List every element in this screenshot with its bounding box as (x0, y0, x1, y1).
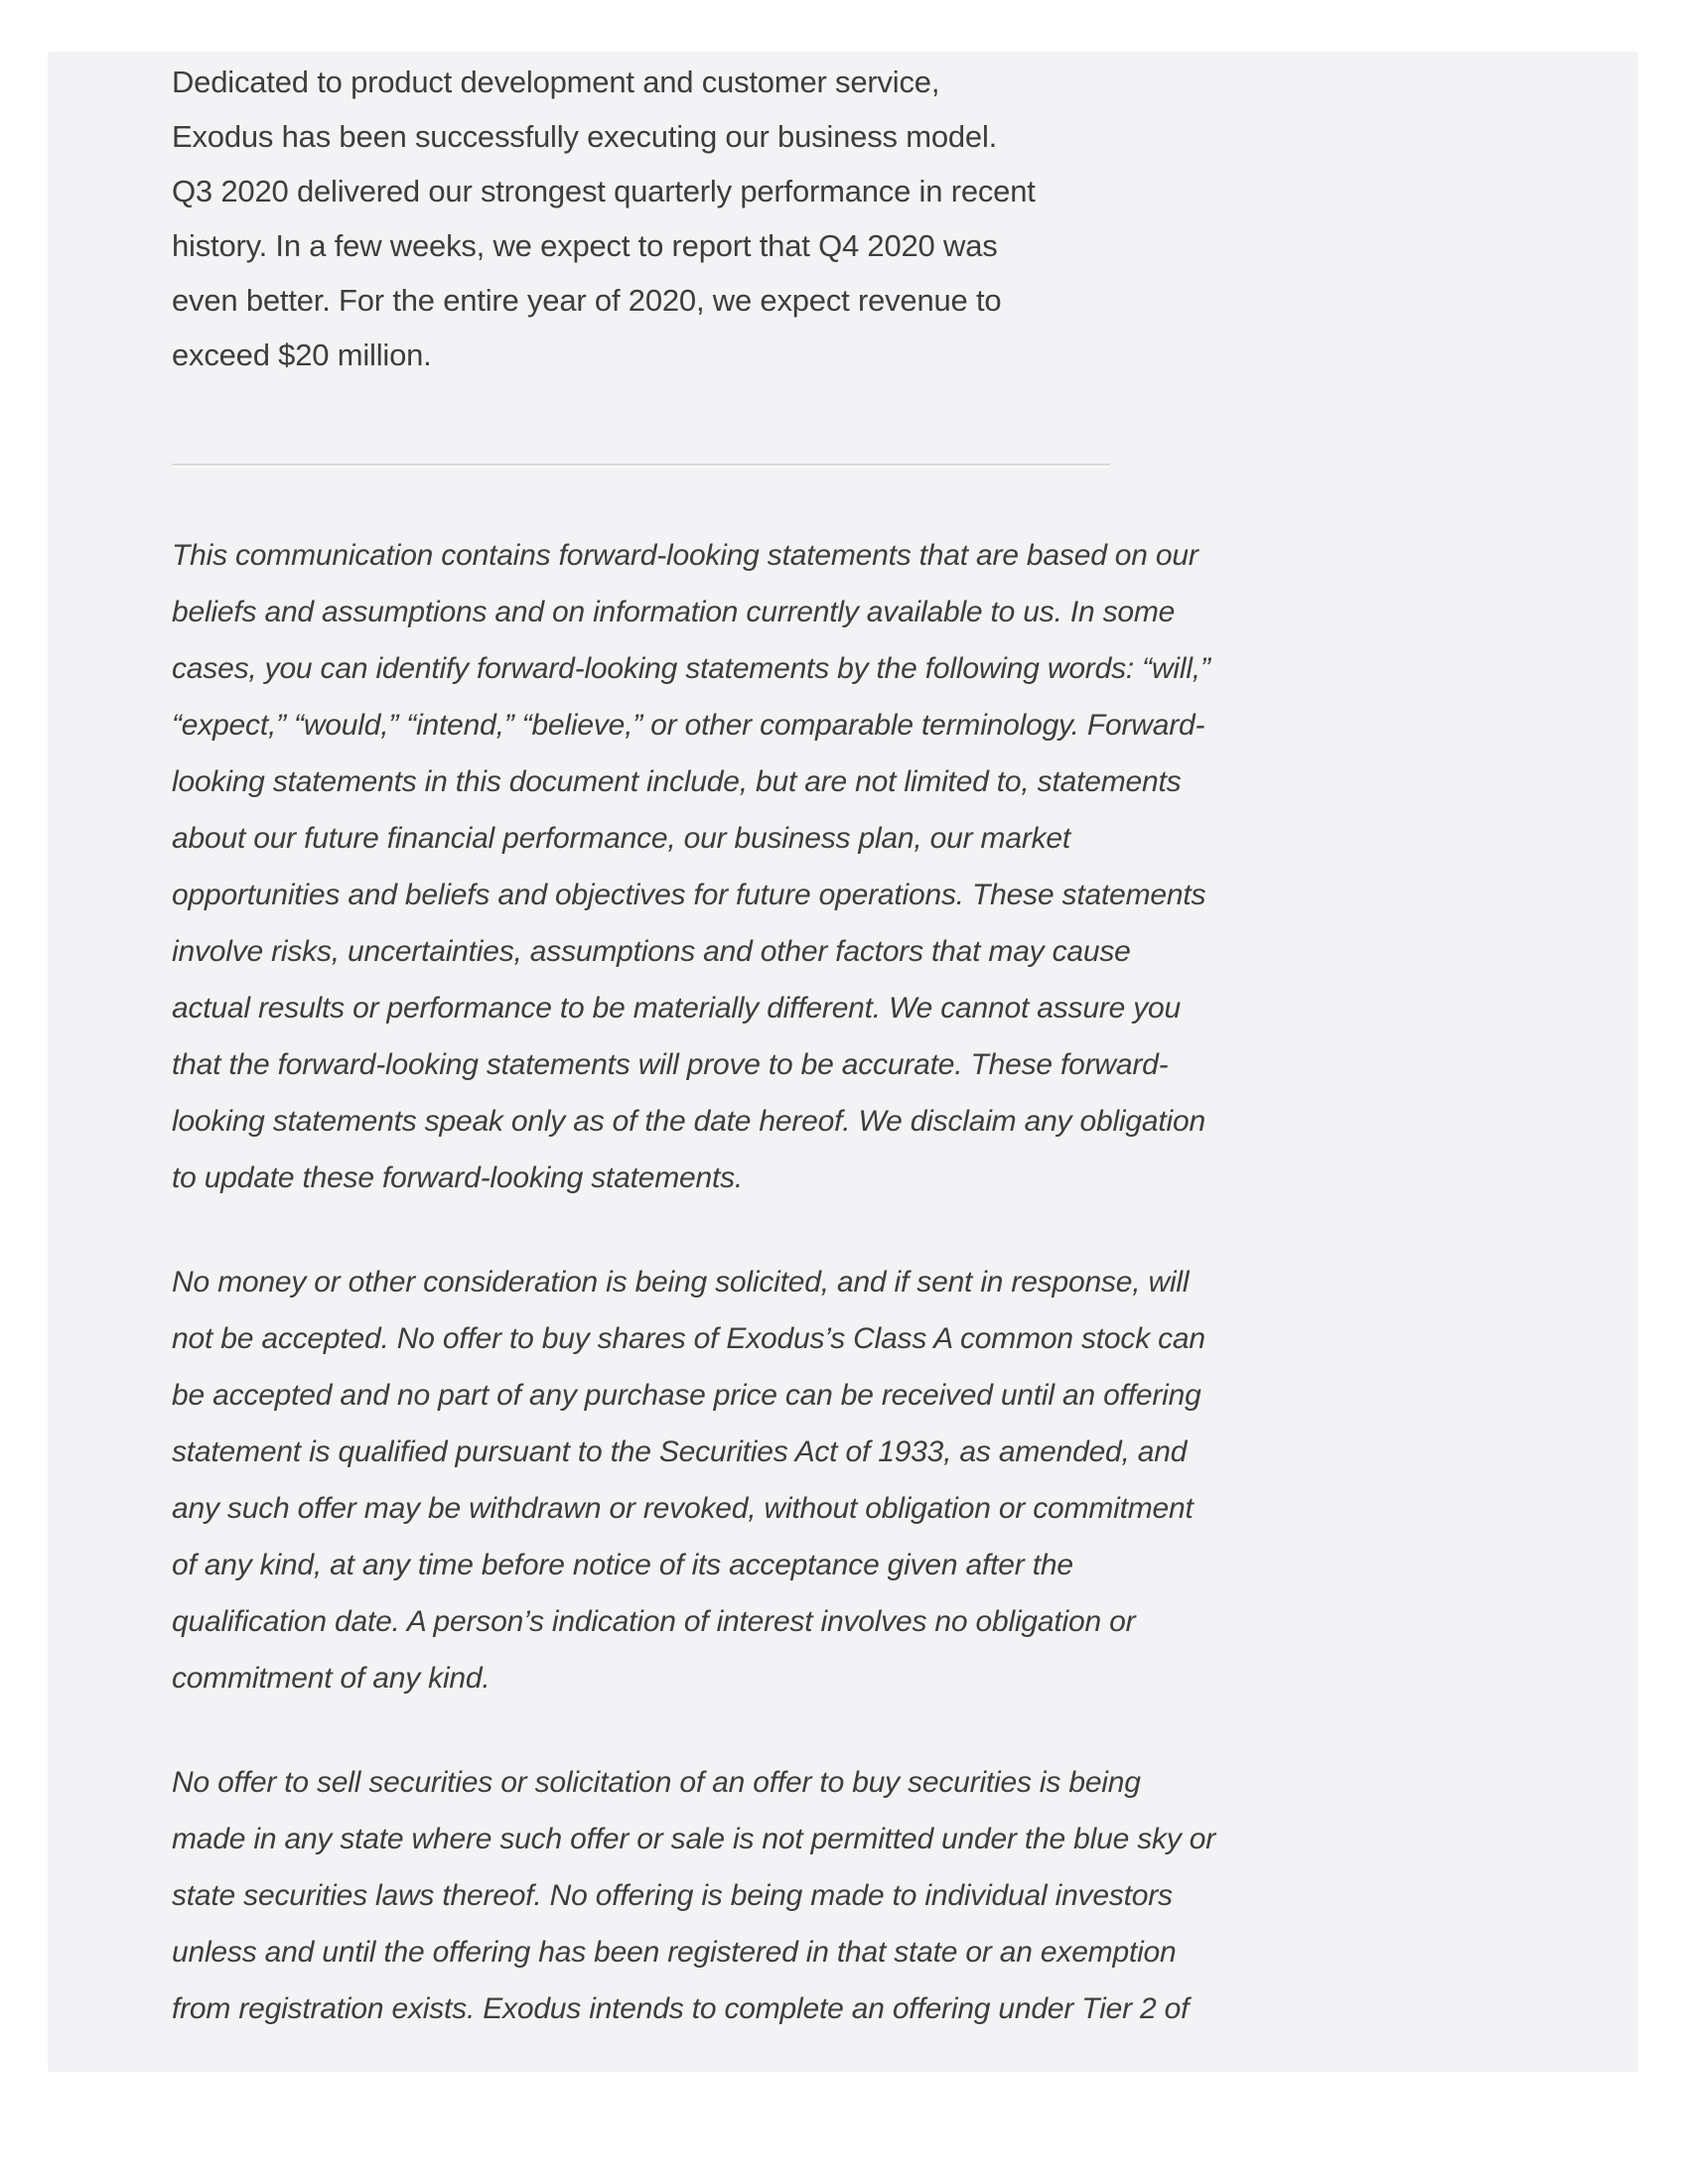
text-line: Q3 2020 delivered our strongest quarterly performance in recent (172, 174, 1036, 208)
text-line: commitment of any kind. (172, 1662, 491, 1695)
no-offer-to-sell-paragraph (172, 1754, 1638, 2037)
forward-looking-statements-paragraph (172, 527, 1638, 1206)
text-line: opportunities and beliefs and objectives for future operations. These statements (172, 879, 1206, 911)
text-line: No money or other consideration is being solicited, and if sent in response, will (172, 1266, 1190, 1298)
text-line: No offer to sell securities or solicitation of an offer to buy securities is being (172, 1766, 1141, 1799)
text-line: even better. For the entire year of 2020, we expect revenue to (172, 283, 1002, 318)
text-line: This communication contains forward-looking statements that are based on our (172, 539, 1198, 572)
intro-paragraph (172, 55, 1638, 382)
text-line: exceed $20 million. (172, 338, 432, 372)
text-line: Dedicated to product development and customer service, (172, 65, 940, 99)
text-line: actual results or performance to be materially different. We cannot assure you (172, 992, 1182, 1024)
text-line: qualification date. A person’s indication of interest involves no obligation or (172, 1605, 1136, 1638)
text-line: not be accepted. No offer to buy shares of Exodus’s Class A common stock can (172, 1322, 1205, 1355)
text-line: of any kind, at any time before notice of its acceptance given after the (172, 1549, 1073, 1581)
text-line: looking statements in this document include, but are not limited to, statements (172, 765, 1182, 798)
text-line: history. In a few weeks, we expect to report that Q4 2020 was (172, 228, 998, 263)
text-line: beliefs and assumptions and on information currently available to us. In some (172, 596, 1176, 628)
text-line: Exodus has been successfully executing our business model. (172, 119, 998, 154)
text-line: made in any state where such offer or sale is not permitted under the blue sky or (172, 1823, 1216, 1855)
text-line: unless and until the offering has been registered in that state or an exemption (172, 1936, 1177, 1969)
text-line: any such offer may be withdrawn or revoked, without obligation or commitment (172, 1492, 1194, 1525)
no-money-solicited-paragraph (172, 1254, 1638, 1706)
section-divider (172, 464, 1110, 468)
email-body-card (48, 52, 1638, 2072)
text-line: from registration exists. Exodus intends to complete an offering under Tier 2 of (172, 1992, 1190, 2025)
text-line: “expect,” “would,” “intend,” “believe,” or other comparable terminology. Forward- (172, 709, 1205, 742)
text-line: state securities laws thereof. No offering is being made to individual investors (172, 1879, 1173, 1912)
text-line: that the forward-looking statements will prove to be accurate. These forward- (172, 1048, 1169, 1081)
text-line: statement is qualified pursuant to the Securities Act of 1933, as amended, and (172, 1435, 1188, 1468)
text-line: about our future financial performance, our business plan, our market (172, 822, 1071, 855)
text-line: looking statements speak only as of the date hereof. We disclaim any obligation (172, 1105, 1205, 1138)
text-line: involve risks, uncertainties, assumptions and other factors that may cause (172, 935, 1131, 968)
text-line: cases, you can identify forward-looking statements by the following words: “will,” (172, 652, 1210, 685)
text-line: be accepted and no part of any purchase price can be received until an offering (172, 1379, 1201, 1412)
email-content (48, 52, 1638, 2037)
text-line: to update these forward-looking statements. (172, 1161, 744, 1194)
